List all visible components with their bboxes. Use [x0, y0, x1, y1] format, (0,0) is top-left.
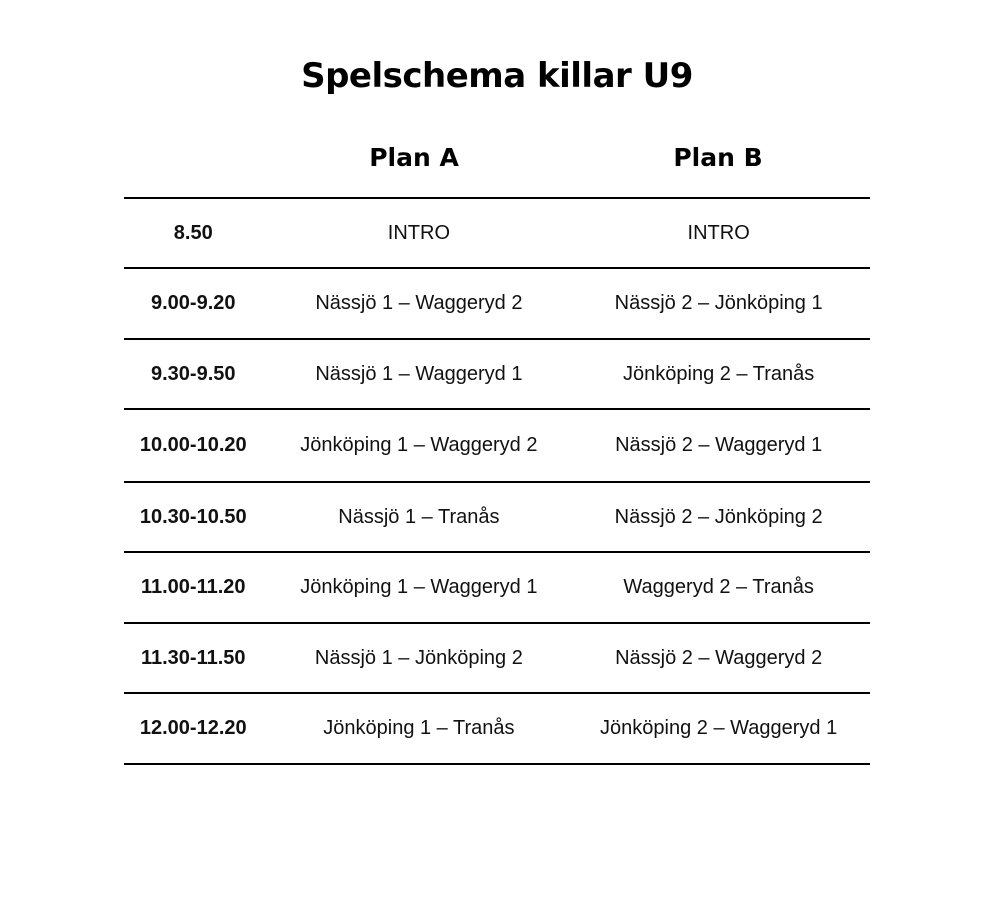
plan-b-cell: Waggeryd 2 – Tranås	[623, 576, 814, 598]
time-cell: 9.00-9.20	[150, 292, 236, 314]
time-cell: 9.30-9.50	[150, 362, 236, 385]
table-row	[124, 483, 870, 553]
plan-b-cell: INTRO	[687, 221, 750, 244]
time-cell: 10.00-10.20	[139, 434, 247, 456]
table-row	[124, 624, 870, 694]
plan-a-cell: Nässjö 1 – Tranås	[338, 505, 500, 528]
table-row	[124, 340, 870, 410]
plan-a-cell: Nässjö 1 – Waggeryd 1	[315, 362, 523, 385]
plan-b-cell: Jönköping 2 – Waggeryd 1	[600, 717, 838, 739]
table-row	[124, 199, 870, 269]
plan-b-header: Plan B	[673, 143, 763, 172]
time-cell: 11.00-11.20	[140, 576, 246, 598]
time-cell: 10.30-10.50	[139, 505, 247, 528]
table-row	[124, 269, 870, 340]
page-title: Spelschema killar U9	[301, 56, 693, 96]
schedule-table	[124, 197, 870, 765]
time-cell: 11.30-11.50	[140, 646, 246, 669]
time-cell: 8.50	[173, 221, 213, 244]
plan-b-cell: Nässjö 2 – Waggeryd 1	[615, 434, 823, 456]
table-row	[124, 410, 870, 483]
time-cell: 12.00-12.20	[139, 717, 247, 739]
table-row	[124, 694, 870, 765]
plan-b-cell: Nässjö 2 – Jönköping 2	[614, 505, 823, 528]
table-row	[124, 553, 870, 624]
plan-a-cell: Jönköping 1 – Waggeryd 1	[300, 576, 538, 598]
plan-b-cell: Jönköping 2 – Tranås	[623, 362, 815, 385]
plan-b-cell: Nässjö 2 – Jönköping 1	[614, 292, 823, 314]
plan-a-cell: Jönköping 1 – Waggeryd 2	[300, 434, 538, 456]
plan-a-cell: Nässjö 1 – Waggeryd 2	[315, 292, 523, 314]
plan-a-cell: Jönköping 1 – Tranås	[323, 717, 515, 739]
plan-a-cell: INTRO	[387, 221, 450, 244]
plan-b-cell: Nässjö 2 – Waggeryd 2	[615, 646, 823, 669]
plan-a-header: Plan A	[369, 143, 459, 172]
plan-a-cell: Nässjö 1 – Jönköping 2	[314, 646, 523, 669]
